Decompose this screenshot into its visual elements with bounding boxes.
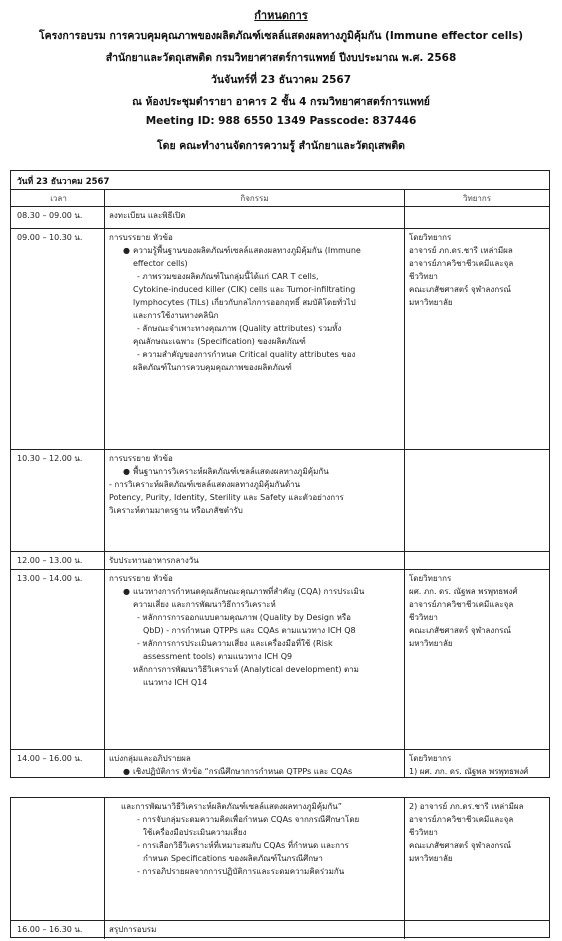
activity-line: ความรู้พื้นฐานของผลิตภัณฑ์เซลล์แสดงผลทางภูมิคุ้มกัน (Immune bbox=[133, 246, 361, 255]
activity-line: และการพัฒนาวิธีวิเคราะห์ผลิตภัณฑ์เซลล์แสดงผลทางภูมิคุ้มกัน” bbox=[121, 802, 342, 811]
speaker-line: มหาวิทยาลัย bbox=[409, 854, 453, 863]
speaker-cell bbox=[405, 921, 549, 939]
activity-line: แนวทาง ICH Q14 bbox=[143, 678, 208, 687]
activity-line: - ลักษณะจำเพาะทางคุณภาพ (Quality attributes) รวมทั้ง bbox=[137, 324, 342, 333]
activity-line: assessment tools) ตามแนวทาง ICH Q9 bbox=[143, 652, 293, 661]
header-speaker: วิทยากร bbox=[462, 194, 492, 203]
activity-line: กำหนด Specifications ของผลิตภัณฑ์ในกรณีศึกษา bbox=[143, 854, 323, 863]
speaker-line: โดยวิทยากร bbox=[409, 233, 452, 242]
speaker-cell bbox=[405, 229, 549, 449]
time-cell: 09.00 – 10.30 น. bbox=[11, 229, 105, 449]
bullet-icon: ● bbox=[123, 587, 130, 596]
speaker-line: 2) อาจารย์ ภก.ดร.ชารี เหล่ามีผล bbox=[409, 802, 524, 811]
activity-line: - การเลือกวิธีวิเคราะห์ที่เหมาะสมกับ CQAs ที่กำหนด และการ bbox=[137, 841, 349, 850]
activity-line: - ความสำคัญของการกำหนด Critical quality attributes ของ bbox=[137, 350, 356, 359]
speaker-cell bbox=[405, 798, 549, 920]
activity-line: QbD) - การกำหนด QTPPs และ CQAs ตามแนวทาง ICH Q8 bbox=[143, 626, 356, 635]
speaker-line: อาจารย์ภาควิชาชีวเคมีและจุล bbox=[409, 600, 514, 609]
activity-line: lymphocytes (TILs) เกี่ยวกับกลไกการออกฤทธิ์ สมบัติโดยทั่วไป bbox=[133, 298, 356, 307]
header-line-5: Meeting ID: 988 6550 1349 Passcode: 837446 bbox=[145, 115, 417, 127]
table-row bbox=[11, 749, 549, 778]
activity-line: ความเสี่ยง และการพัฒนาวิธีการวิเคราะห์ bbox=[133, 600, 276, 609]
activity-line: - การจับกลุ่มระดมความคิดเพื่อกำหนด CQAs จากกรณีศึกษาโดย bbox=[137, 815, 360, 824]
bullet-icon: ● bbox=[123, 467, 130, 476]
header-line-3: วันจันทร์ที่ 23 ธันวาคม 2567 bbox=[210, 74, 351, 86]
bullet-item bbox=[109, 765, 400, 778]
activity-cell bbox=[105, 570, 405, 749]
table-row bbox=[11, 798, 549, 920]
speaker-line: คณะเภสัชศาสตร์ จุฬาลงกรณ์ bbox=[409, 285, 511, 294]
bullet-item bbox=[109, 585, 400, 598]
header-line-1: โครงการอบรม การควบคุมคุณภาพของผลิตภัณฑ์เซลล์แสดงผลทางภูมิคุ้มกัน (Immune effector cells) bbox=[39, 30, 523, 42]
activity-line: - หลักการการประเมินความเสี่ยง และเครื่องมือที่ใช้ (Risk bbox=[137, 639, 333, 648]
time-cell: 08.30 – 09.00 น. bbox=[11, 207, 105, 228]
activity-cell bbox=[105, 229, 405, 449]
header-line-2: สำนักยาและวัตถุเสพติด กรมวิทยาศาสตร์การแพทย์ ปีงบประมาณ พ.ศ. 2568 bbox=[105, 52, 457, 64]
activity-line: การบรรยาย หัวข้อ bbox=[109, 574, 173, 583]
activity-cell bbox=[105, 798, 405, 920]
activity-line: คุณลักษณะเฉพาะ (Specification) ของผลิตภัณฑ์ bbox=[133, 337, 306, 346]
speaker-line: มหาวิทยาลัย bbox=[409, 639, 453, 648]
speaker-cell bbox=[405, 450, 549, 551]
activity-line: และการใช้งานทางคลินิก bbox=[133, 311, 219, 320]
header-line-4: ณ ห้องประชุมตำรายา อาคาร 2 ชั้น 4 กรมวิทยาศาสตร์การแพทย์ bbox=[132, 96, 430, 108]
speaker-line: อาจารย์ภาควิชาชีวเคมีและจุล bbox=[409, 259, 514, 268]
speaker-cell bbox=[405, 750, 549, 778]
activity-cell bbox=[105, 450, 405, 551]
header-activity: กิจกรรม bbox=[105, 190, 405, 206]
speaker-line: ชีววิทยา bbox=[409, 828, 438, 837]
activity-cell: รับประทานอาหารกลางวัน bbox=[105, 552, 405, 569]
speaker-line: มหาวิทยาลัย bbox=[409, 298, 453, 307]
activity-cell bbox=[105, 750, 405, 778]
table-row bbox=[11, 920, 549, 939]
speaker-line: โดยวิทยากร bbox=[409, 754, 452, 763]
speaker-cell bbox=[405, 207, 549, 228]
activity-line: ผลิตภัณฑ์ในการควบคุมคุณภาพของผลิตภัณฑ์ bbox=[133, 363, 292, 372]
table-row bbox=[11, 206, 549, 228]
activity-line: ใช้เครื่องมือประเมินความเสี่ยง bbox=[143, 828, 247, 837]
day-label: วันที่ 23 ธันวาคม 2567 bbox=[17, 177, 110, 187]
time-cell: 13.00 – 14.00 น. bbox=[11, 570, 105, 749]
day-row bbox=[11, 171, 549, 189]
activity-cell: ลงทะเบียน และพิธีเปิด bbox=[105, 207, 405, 228]
activity-line: แนวทางการกำหนดคุณลักษณะคุณภาพที่สำคัญ (CQA) การประเมิน bbox=[133, 587, 365, 596]
table-row bbox=[11, 551, 549, 569]
table-row bbox=[11, 449, 549, 551]
table-row bbox=[11, 569, 549, 749]
activity-line: Cytokine-induced killer (CIK) cells และ Tumor-infiltrating bbox=[133, 285, 356, 294]
bullet-item bbox=[109, 465, 400, 478]
speaker-line: อาจารย์ ภก.ดร.ชารี เหล่ามีผล bbox=[409, 246, 513, 255]
table-row bbox=[11, 228, 549, 449]
time-cell: 14.00 – 16.00 น. bbox=[11, 750, 105, 778]
speaker-line: โดยวิทยากร bbox=[409, 574, 452, 583]
time-cell bbox=[11, 798, 105, 920]
activity-cell: สรุปการอบรม bbox=[105, 921, 405, 939]
table-header-row bbox=[11, 189, 549, 206]
speaker-line: 1) ผศ. ภก. ดร. ณัฐพล พรพุทธพงศ์ bbox=[409, 767, 529, 776]
time-cell: 16.00 – 16.30 น. bbox=[11, 921, 105, 939]
activity-line: หลักการการพัฒนาวิธีวิเคราะห์ (Analytical development) ตาม bbox=[133, 665, 359, 674]
header-time: เวลา bbox=[11, 190, 105, 206]
schedule-table-part-1 bbox=[10, 170, 550, 778]
bullet-icon: ● bbox=[123, 246, 130, 255]
speaker-line: คณะเภสัชศาสตร์ จุฬาลงกรณ์ bbox=[409, 841, 511, 850]
speaker-line: ผศ. ภก. ดร. ณัฐพล พรพุทธพงศ์ bbox=[409, 587, 518, 596]
activity-line: Potency, Purity, Identity, Sterility และ Safety และตัวอย่างการ bbox=[109, 493, 344, 502]
document-title: กำหนดการ bbox=[254, 9, 308, 22]
time-cell: 10.30 – 12.00 น. bbox=[11, 450, 105, 551]
bullet-icon: ● bbox=[123, 767, 130, 776]
speaker-line: อาจารย์ภาควิชาชีวเคมีและจุล bbox=[409, 815, 514, 824]
activity-line: - การวิเคราะห์ผลิตภัณฑ์เซลล์แสดงผลทางภูมิคุ้มกันด้าน bbox=[109, 480, 301, 489]
activity-line: การบรรยาย หัวข้อ bbox=[109, 454, 173, 463]
activity-line: เชิงปฏิบัติการ หัวข้อ “กรณีศึกษาการกำหนด QTPPs และ CQAs bbox=[133, 767, 353, 776]
bullet-item bbox=[109, 244, 400, 257]
activity-line: พื้นฐานการวิเคราะห์ผลิตภัณฑ์เซลล์แสดงผลทางภูมิคุ้มกัน bbox=[133, 467, 329, 476]
speaker-cell bbox=[405, 570, 549, 749]
activity-line: แบ่งกลุ่มและอภิปรายผล bbox=[109, 754, 191, 763]
activity-line: - ภาพรวมของผลิตภัณฑ์ในกลุ่มนี้ได้แก่ CAR T cells, bbox=[137, 272, 319, 281]
schedule-table-part-2 bbox=[10, 797, 550, 938]
speaker-line: คณะเภสัชศาสตร์ จุฬาลงกรณ์ bbox=[409, 626, 511, 635]
header-line-6: โดย คณะทำงานจัดการความรู้ สำนักยาและวัตถุเสพติด bbox=[157, 140, 405, 152]
speaker-cell bbox=[405, 552, 549, 569]
speaker-line: ชีววิทยา bbox=[409, 613, 438, 622]
activity-line: การบรรยาย หัวข้อ bbox=[109, 233, 173, 242]
activity-line: วิเคราะห์ตามมาตรฐาน หรือเภสัชตำรับ bbox=[109, 506, 243, 515]
activity-line: - การอภิปรายผลจากการปฏิบัติการและระดมความคิดร่วมกัน bbox=[137, 867, 345, 876]
activity-line: - หลักการการออกแบบตามคุณภาพ (Quality by Design หรือ bbox=[137, 613, 351, 622]
speaker-line: ชีววิทยา bbox=[409, 272, 438, 281]
activity-line: effector cells) bbox=[133, 259, 188, 268]
time-cell: 12.00 – 13.00 น. bbox=[11, 552, 105, 569]
